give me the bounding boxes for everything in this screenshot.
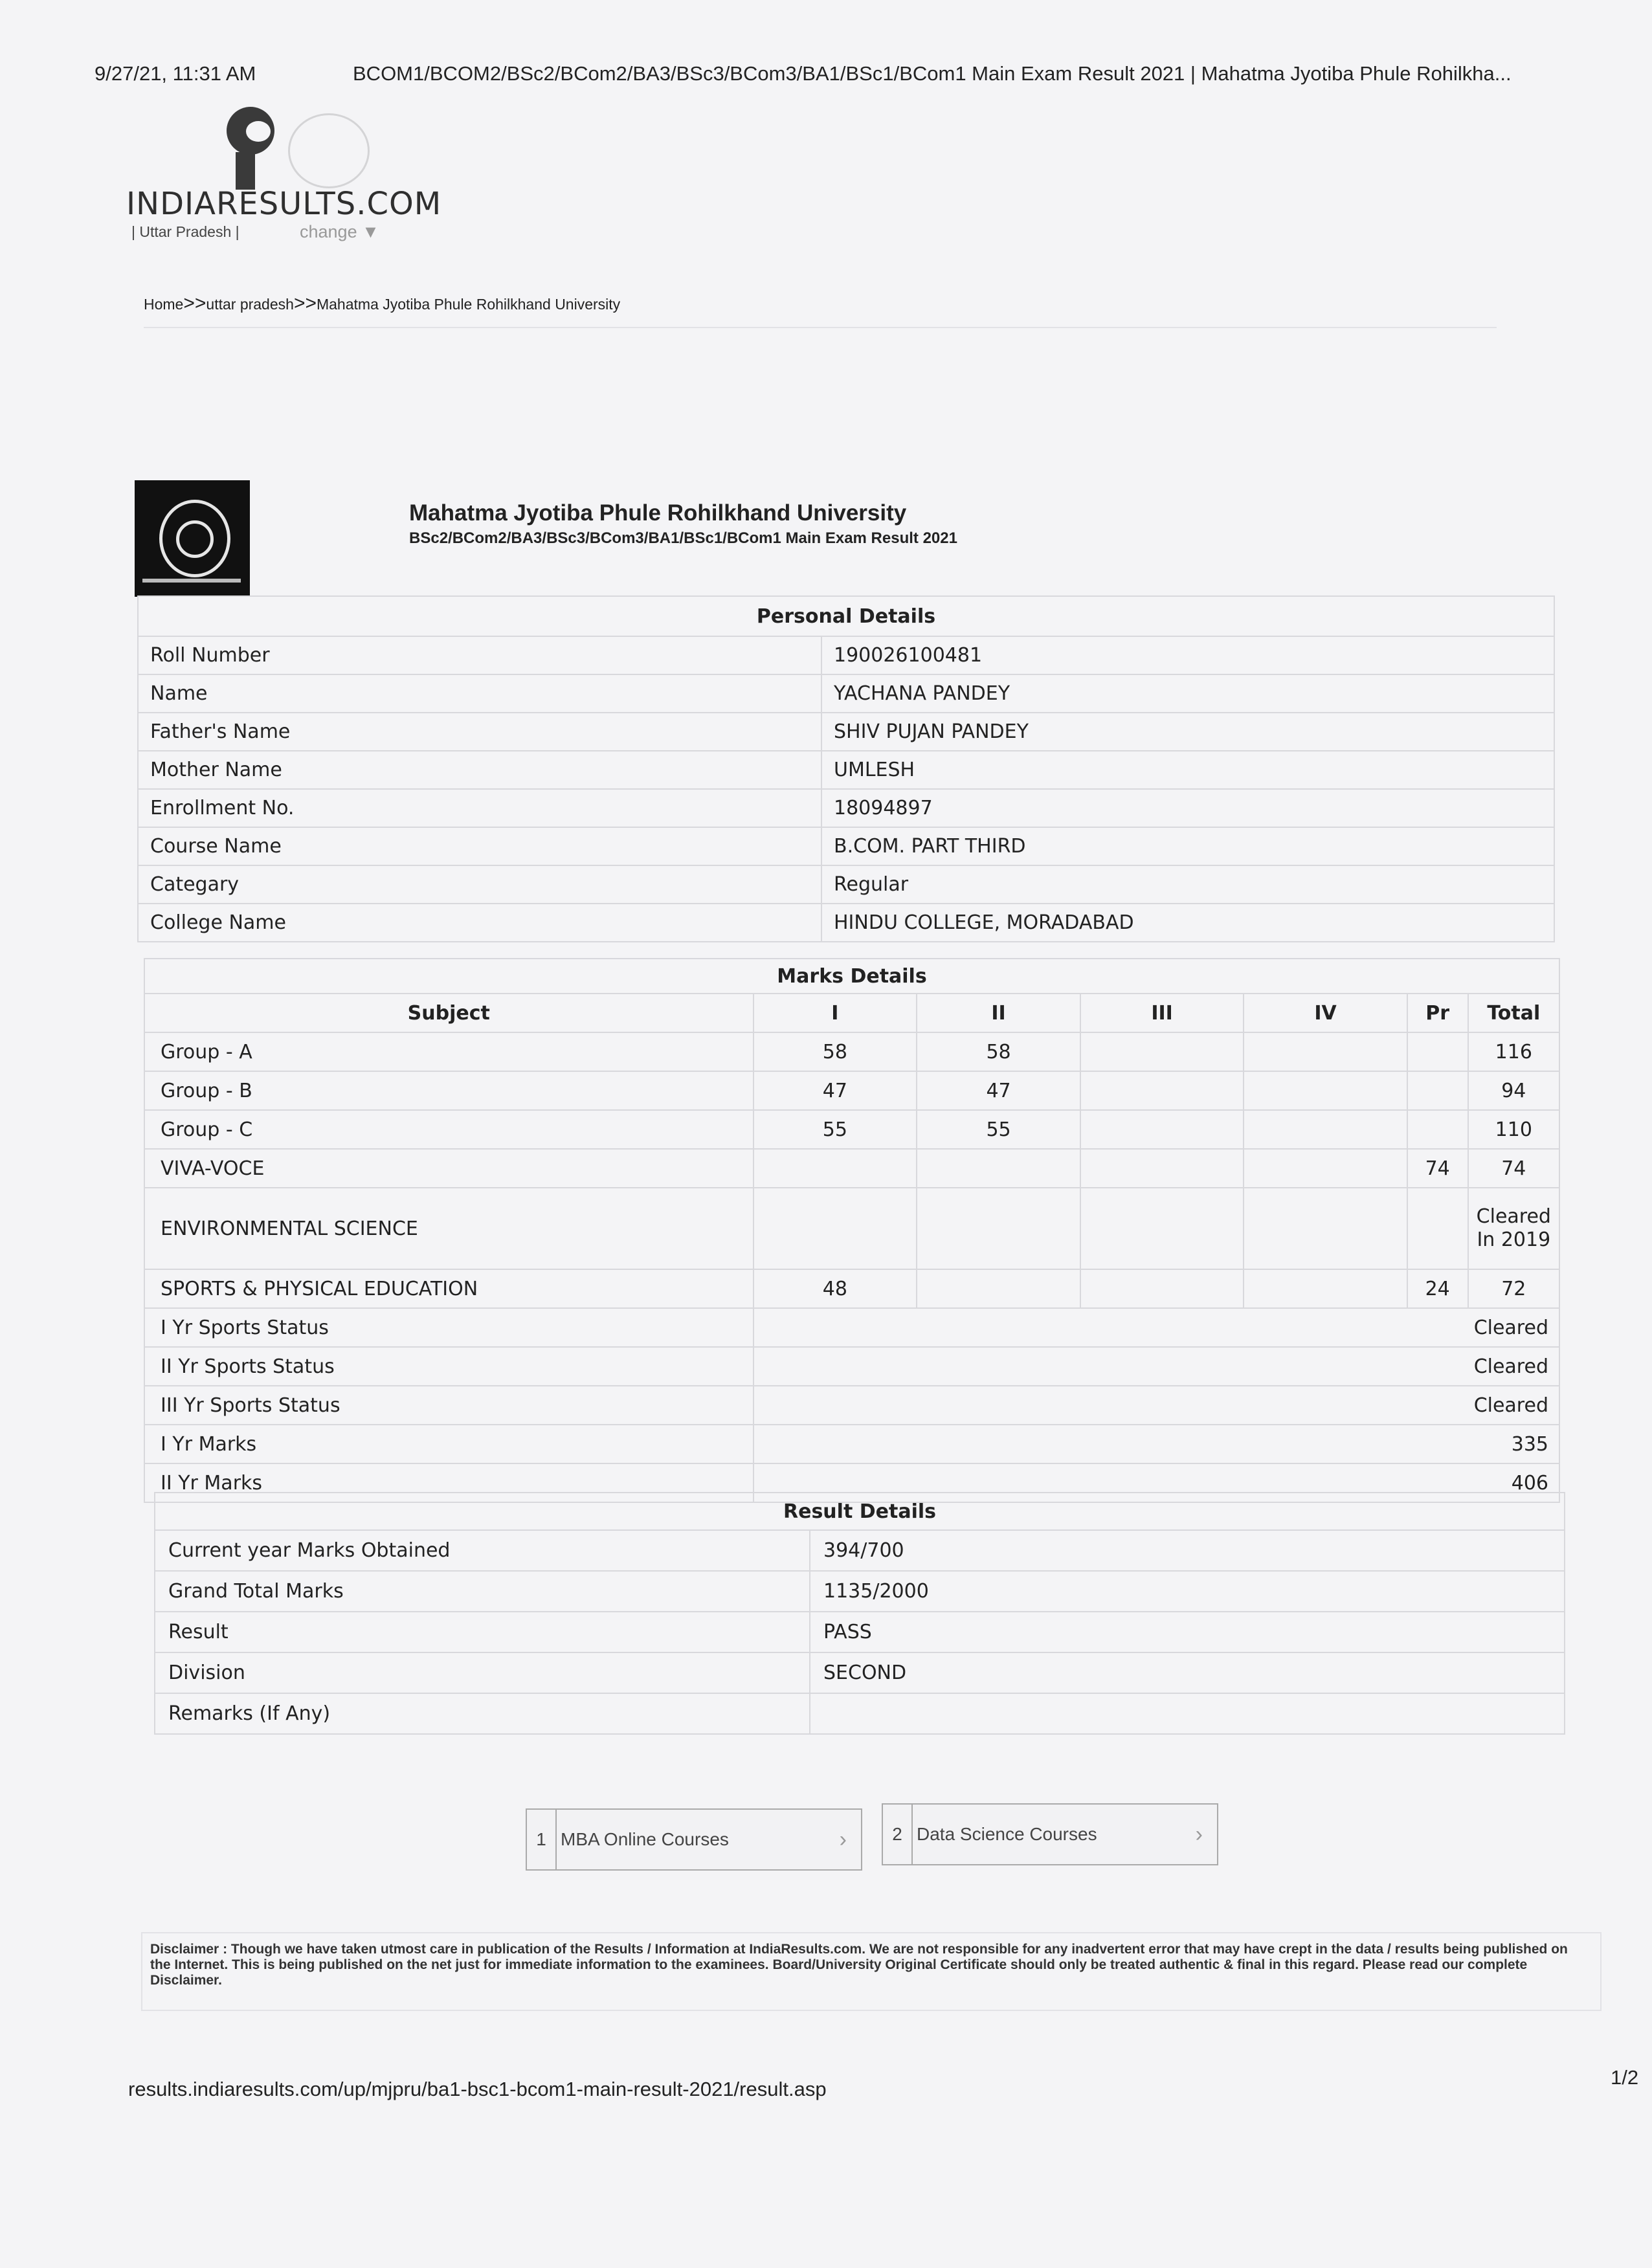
field-value: SHIV PUJAN PANDEY [821, 713, 1554, 751]
column-header: Subject [144, 994, 753, 1032]
button-label: Data Science Courses [917, 1824, 1097, 1844]
change-state-link[interactable]: change ▼ [300, 222, 379, 241]
breadcrumb-state[interactable]: uttar pradesh [206, 296, 294, 313]
mba-courses-button[interactable] [526, 1808, 862, 1871]
mark-cell [1080, 1071, 1244, 1110]
table-row [144, 1071, 1559, 1110]
status-label: II Yr Marks [144, 1463, 753, 1502]
field-label: Roll Number [138, 636, 821, 674]
mark-cell: 55 [753, 1110, 917, 1149]
table-row [144, 1188, 1559, 1269]
mark-cell [917, 1269, 1080, 1308]
breadcrumb-separator: >> [293, 293, 317, 314]
marks-details-heading: Marks Details [144, 959, 1559, 994]
button-number: 2 [883, 1805, 913, 1864]
field-value [810, 1693, 1565, 1734]
page-url: results.indiaresults.com/up/mjpru/ba1-bsc1-bcom1-main-result-2021/result.asp [128, 2078, 827, 2100]
mark-cell [1080, 1149, 1244, 1188]
mark-cell [1244, 1110, 1407, 1149]
field-value: 394/700 [810, 1530, 1565, 1571]
status-value: Cleared [753, 1386, 1559, 1425]
status-value: 335 [753, 1425, 1559, 1463]
print-title: BCOM1/BCOM2/BSc2/BCom2/BA3/BSc3/BCom3/BA1/BSc1/BCom1 Main Exam Result 2021 | Mahatma Jyotiba Phule Rohilkha... [353, 62, 1512, 85]
table-row [138, 713, 1554, 751]
chevron-right-icon: › [839, 1827, 847, 1852]
status-label: II Yr Sports Status [144, 1347, 753, 1386]
mark-cell [753, 1188, 917, 1269]
breadcrumb-university[interactable]: Mahatma Jyotiba Phule Rohilkhand University [316, 296, 621, 313]
university-name: Mahatma Jyotiba Phule Rohilkhand University [409, 500, 907, 526]
field-value: YACHANA PANDEY [821, 674, 1554, 713]
table-row [144, 1269, 1559, 1308]
status-label: I Yr Marks [144, 1425, 753, 1463]
mark-cell [1407, 1032, 1468, 1071]
column-header: III [1080, 994, 1244, 1032]
print-datetime: 9/27/21, 11:31 AM [95, 62, 256, 85]
divider [144, 327, 1497, 328]
field-value: PASS [810, 1612, 1565, 1652]
field-value: HINDU COLLEGE, MORADABAD [821, 904, 1554, 942]
mark-cell [1244, 1032, 1407, 1071]
field-value: Regular [821, 865, 1554, 904]
subject-name: Group - C [144, 1110, 753, 1149]
table-row [138, 865, 1554, 904]
mark-cell [1080, 1110, 1244, 1149]
field-value: B.COM. PART THIRD [821, 827, 1554, 865]
mark-cell: 58 [917, 1032, 1080, 1071]
mark-cell [1244, 1149, 1407, 1188]
table-row [144, 1425, 1559, 1463]
mark-cell: 47 [917, 1071, 1080, 1110]
field-label: Remarks (If Any) [155, 1693, 810, 1734]
mark-cell [1407, 1071, 1468, 1110]
field-label: Division [155, 1652, 810, 1693]
state-label: | Uttar Pradesh | [131, 223, 240, 240]
mark-cell [917, 1149, 1080, 1188]
table-row [138, 789, 1554, 827]
total-cell: 94 [1468, 1071, 1559, 1110]
mark-cell [1407, 1188, 1468, 1269]
total-cell: 116 [1468, 1032, 1559, 1071]
field-label: College Name [138, 904, 821, 942]
data-science-courses-button[interactable] [882, 1803, 1218, 1865]
mark-cell [1080, 1032, 1244, 1071]
table-row [144, 1386, 1559, 1425]
breadcrumb-separator: >> [183, 293, 206, 314]
table-row [144, 1308, 1559, 1347]
mark-cell: 47 [753, 1071, 917, 1110]
university-seal-icon [135, 480, 250, 597]
status-value: 406 [753, 1463, 1559, 1502]
field-label: Grand Total Marks [155, 1571, 810, 1612]
status-label: I Yr Sports Status [144, 1308, 753, 1347]
table-row [155, 1571, 1565, 1612]
mark-cell [1244, 1071, 1407, 1110]
total-cell: 110 [1468, 1110, 1559, 1149]
breadcrumb [144, 293, 620, 315]
table-row [155, 1652, 1565, 1693]
personal-details-table [137, 595, 1555, 942]
site-logo[interactable] [126, 107, 442, 249]
exam-title: BSc2/BCom2/BA3/BSc3/BCom3/BA1/BSc1/BCom1 Main Exam Result 2021 [409, 529, 957, 547]
breadcrumb-home[interactable]: Home [144, 296, 184, 313]
mark-cell [1244, 1269, 1407, 1308]
mark-cell [917, 1188, 1080, 1269]
status-label: III Yr Sports Status [144, 1386, 753, 1425]
marks-details-table [144, 958, 1560, 1503]
total-cell: 72 [1468, 1269, 1559, 1308]
column-header: IV [1244, 994, 1407, 1032]
mark-cell: 48 [753, 1269, 917, 1308]
table-row [144, 1149, 1559, 1188]
disclaimer-text: Disclaimer : Though we have taken utmost care in publication of the Results / Information at IndiaResults.com. We are not responsible for any inadvertent error that may have crept in the data / results being published on the Internet. This is being published on the net just for immediate information to the examinees. Board/University Original Certificate should only be treated authentic & final in this regard. Please read our complete Disclaimer. [150, 1942, 1568, 1988]
mark-cell [1080, 1269, 1244, 1308]
column-header: Pr [1407, 994, 1468, 1032]
table-row [155, 1612, 1565, 1652]
field-label: Name [138, 674, 821, 713]
field-value: 190026100481 [821, 636, 1554, 674]
total-cell: Cleared In 2019 [1468, 1188, 1559, 1269]
field-label: Course Name [138, 827, 821, 865]
column-header: II [917, 994, 1080, 1032]
subject-name: VIVA-VOCE [144, 1149, 753, 1188]
table-row [138, 827, 1554, 865]
table-row [138, 904, 1554, 942]
subject-name: Group - A [144, 1032, 753, 1071]
subject-name: SPORTS & PHYSICAL EDUCATION [144, 1269, 753, 1308]
mark-cell [1244, 1188, 1407, 1269]
button-label: MBA Online Courses [561, 1829, 729, 1849]
mark-cell: 58 [753, 1032, 917, 1071]
field-label: Father's Name [138, 713, 821, 751]
table-row [155, 1530, 1565, 1571]
table-header-row [144, 994, 1559, 1032]
table-row [138, 674, 1554, 713]
mark-cell [1080, 1188, 1244, 1269]
subject-name: ENVIRONMENTAL SCIENCE [144, 1188, 753, 1269]
mark-cell: 74 [1407, 1149, 1468, 1188]
logo-i-icon [227, 107, 285, 191]
state-map-icon [288, 113, 370, 188]
field-label: Mother Name [138, 751, 821, 789]
chevron-right-icon: › [1195, 1821, 1203, 1847]
status-value: Cleared [753, 1308, 1559, 1347]
button-number: 1 [527, 1810, 557, 1869]
table-row [138, 636, 1554, 674]
total-cell: 74 [1468, 1149, 1559, 1188]
subject-name: Group - B [144, 1071, 753, 1110]
field-value: 1135/2000 [810, 1571, 1565, 1612]
status-value: Cleared [753, 1347, 1559, 1386]
field-value: SECOND [810, 1652, 1565, 1693]
field-value: UMLESH [821, 751, 1554, 789]
mark-cell [1407, 1110, 1468, 1149]
page-number: 1/2 [1611, 2066, 1639, 2089]
result-details-heading: Result Details [155, 1493, 1565, 1530]
table-row [138, 751, 1554, 789]
field-value: 18094897 [821, 789, 1554, 827]
personal-details-heading: Personal Details [138, 596, 1554, 636]
field-label: Categary [138, 865, 821, 904]
result-details-table [154, 1492, 1565, 1735]
field-label: Current year Marks Obtained [155, 1530, 810, 1571]
field-label: Enrollment No. [138, 789, 821, 827]
logo-text: INDIARESULTS.COM [126, 186, 442, 222]
mark-cell: 55 [917, 1110, 1080, 1149]
table-row [155, 1693, 1565, 1734]
field-label: Result [155, 1612, 810, 1652]
table-row [144, 1110, 1559, 1149]
table-row [144, 1032, 1559, 1071]
mark-cell [753, 1149, 917, 1188]
table-row [144, 1347, 1559, 1386]
column-header: Total [1468, 994, 1559, 1032]
column-header: I [753, 994, 917, 1032]
mark-cell: 24 [1407, 1269, 1468, 1308]
